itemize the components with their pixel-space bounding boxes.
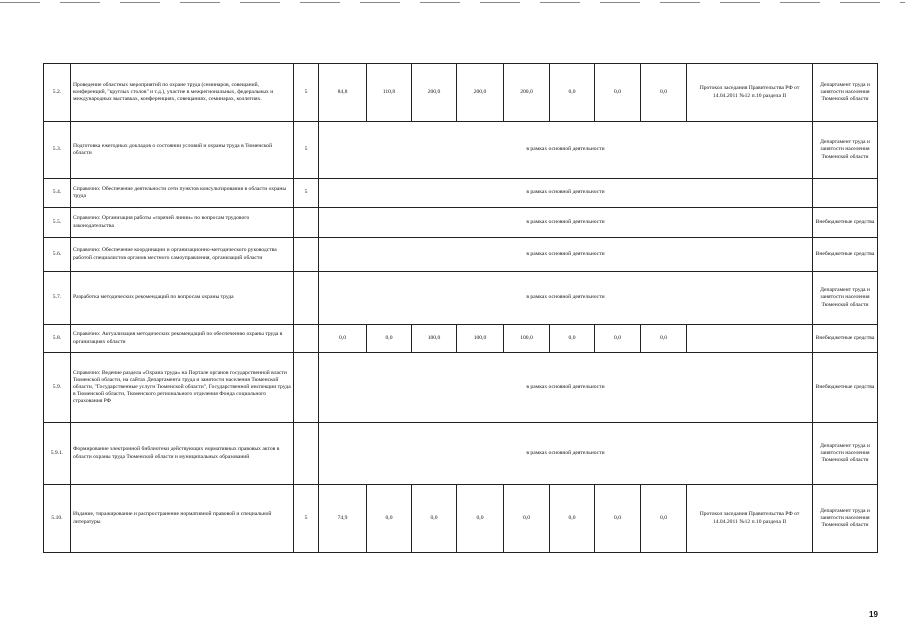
table-row [44,208,878,238]
activity-name: Издание, тиражирование и распространение нормативной правовой и специальной литературы [71,485,294,553]
value-cell: 110,8 [367,64,412,122]
in-scope-note: в рамках основной деятельности [319,272,813,325]
legal-basis: Протокол заседания Правительства РФ от 14.04.2011 №12 п.10 раздела II [687,485,813,553]
in-scope-note: в рамках основной деятельности [319,423,813,485]
activity-name: Разработка методических рекомендаций по вопросам охраны труда [71,272,294,325]
table-row [44,238,878,272]
activity-name: Справочно: Организация работы «горячей линии» по вопросам трудового законодательства [71,208,294,238]
value-cell: 200,0 [412,64,457,122]
indicator-ref [294,353,319,423]
in-scope-note: в рамках основной деятельности [319,208,813,238]
indicator-ref: 5 [294,122,319,179]
page-top-edge [0,2,905,3]
value-cell: 0,0 [595,485,641,553]
row-number: 5.8. [44,325,71,353]
row-number: 5.9. [44,353,71,423]
funding-source: Департамент труда и занятости населения Тюменской области [813,423,878,485]
funding-source: Внебюджетные средства [813,238,878,272]
activity-name: Проведение областных мероприятий по охране труда (семинаров, совещаний, конференций, "круглых столов" и т.д.), участие в межрегиональных, федеральных и международных выставках, конференциях, совещаниях, семинарах, коллегиях. [71,64,294,122]
funding-source: Департамент труда и занятости населения Тюменской области [813,64,878,122]
table-row [44,272,878,325]
table-row [44,64,878,122]
value-cell: 0,0 [550,485,595,553]
indicator-ref [294,208,319,238]
row-number: 5.9.1. [44,423,71,485]
row-number: 5.4. [44,179,71,208]
value-cell: 74,9 [319,485,367,553]
funding-source: Внебюджетные средства [813,325,878,353]
table-row [44,325,878,353]
in-scope-note: в рамках основной деятельности [319,238,813,272]
legal-basis: Протокол заседания Правительства РФ от 14.04.2011 №12 п.10 раздела II [687,64,813,122]
table-row [44,353,878,423]
row-number: 5.7. [44,272,71,325]
indicator-ref: 5 [294,64,319,122]
activity-name: Справочно: Актуализация методических рекомендаций по обеспечению охраны труда в организациях области [71,325,294,353]
table-row [44,485,878,553]
program-table [43,63,878,553]
table-row [44,122,878,179]
row-number: 5.6. [44,238,71,272]
value-cell: 0,0 [641,64,687,122]
in-scope-note: в рамках основной деятельности [319,122,813,179]
funding-source: Департамент труда и занятости населения Тюменской области [813,485,878,553]
activity-name: Справочно: Обеспечение деятельности сети пунктов консультирования в области охраны труда [71,179,294,208]
funding-source: Внебюджетные средства [813,353,878,423]
value-cell: 84,8 [319,64,367,122]
row-number: 5.3. [44,122,71,179]
row-number: 5.2. [44,64,71,122]
table-row [44,179,878,208]
row-number: 5.10. [44,485,71,553]
value-cell: 0,0 [367,325,412,353]
indicator-ref [294,423,319,485]
row-number: 5.5. [44,208,71,238]
funding-source: Внебюджетные средства [813,208,878,238]
funding-source [813,179,878,208]
value-cell: 200,0 [457,64,504,122]
value-cell: 0,0 [641,485,687,553]
activity-name: Справочно: Ведение раздела «Охрана труда» на Портале органов государственной власти Тюменской области, на сайтах Департамента труда и занятости населения Тюменской области, "Государственные услуги Тюменской области", Государственной инспекции труда в Тюменской области, Тюменского регионального отделения Фонда социального страхования РФ [71,353,294,423]
indicator-ref: 5 [294,485,319,553]
value-cell: 200,0 [504,64,550,122]
value-cell: 100,0 [504,325,550,353]
indicator-ref [294,272,319,325]
value-cell: 0,0 [412,485,457,553]
value-cell: 100,0 [412,325,457,353]
value-cell: 0,0 [457,485,504,553]
page-number: 19 [869,610,878,619]
activity-name: Формирование электронной библиотеки действующих нормативных правовых актов в области охраны труда Тюменской области и муниципальных образований [71,423,294,485]
activity-name: Подготовка ежегодных докладов о состоянии условий и охраны труда в Тюменской области [71,122,294,179]
in-scope-note: в рамках основной деятельности [319,353,813,423]
value-cell: 0,0 [550,325,595,353]
value-cell: 0,0 [319,325,367,353]
funding-source: Департамент труда и занятости населения Тюменской области [813,122,878,179]
indicator-ref: 5 [294,179,319,208]
value-cell: 0,0 [504,485,550,553]
value-cell: 0,0 [595,325,641,353]
indicator-ref [294,238,319,272]
table-row [44,423,878,485]
value-cell: 0,0 [367,485,412,553]
value-cell: 0,0 [595,64,641,122]
indicator-ref [294,325,319,353]
legal-basis [687,325,813,353]
activity-name: Справочно: Обеспечение координации и организационно-методического руководства работой специалистов органов местного самоуправления, организаций области [71,238,294,272]
funding-source: Департамент труда и занятости населения Тюменской области [813,272,878,325]
in-scope-note: в рамках основной деятельности [319,179,813,208]
value-cell: 0,0 [641,325,687,353]
value-cell: 0,0 [550,64,595,122]
value-cell: 100,0 [457,325,504,353]
